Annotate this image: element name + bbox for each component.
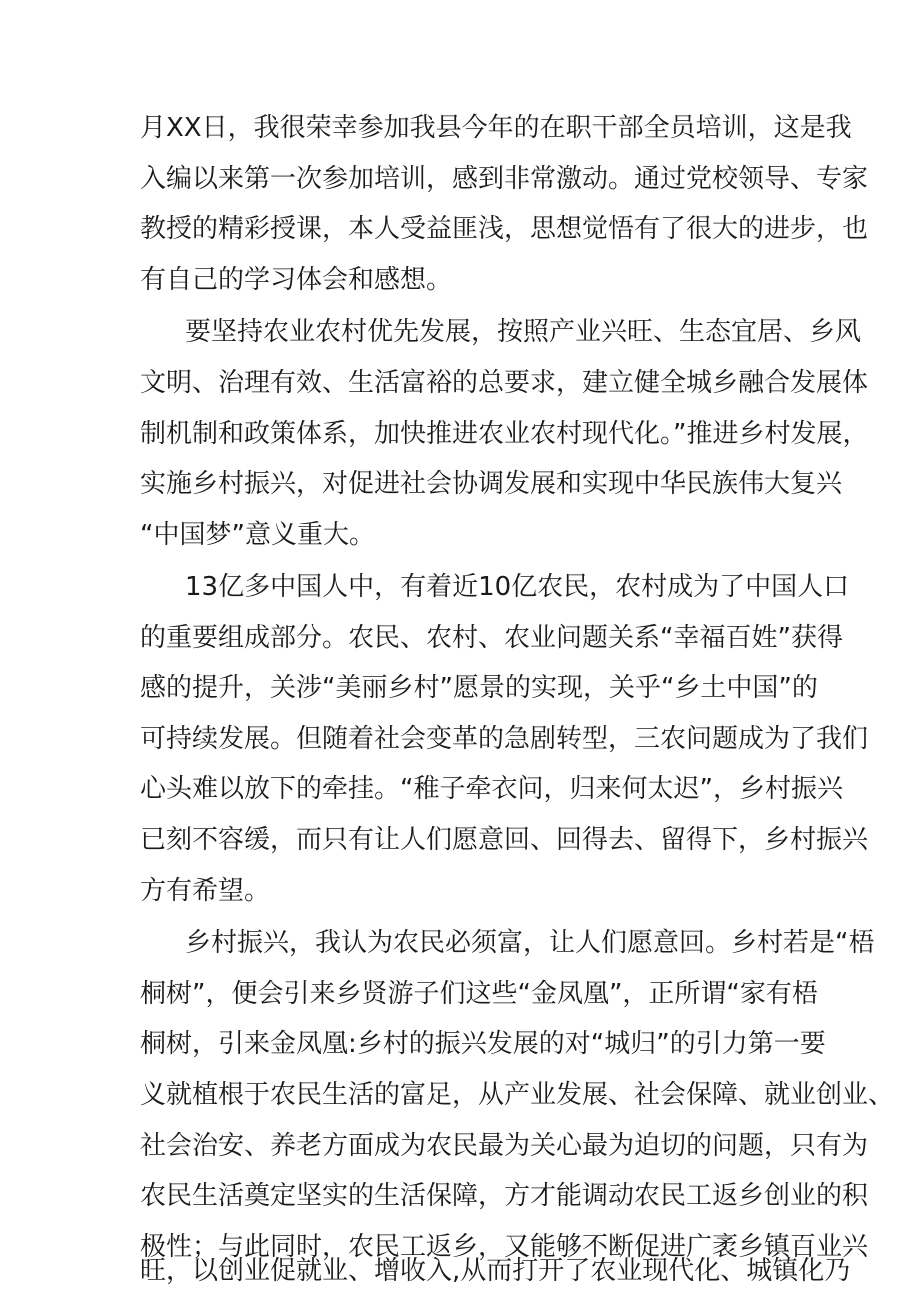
paragraph-4-line-7: 极性；与此同时，农民工返乡，又能够不断促进广袤乡镇百业兴 [140, 1232, 869, 1262]
paragraph-2-line-4: 实施乡村振兴，对促进社会协调发展和实现中华民族伟大复兴 [140, 469, 843, 499]
paragraph-1-line-1: 月XX日，我很荣幸参加我县今年的在职干部全员培训，这是我 [140, 113, 852, 143]
paragraph-4-line-5: 社会治安、养老方面成为农民最为关心最为迫切的问题，只有为 [140, 1131, 869, 1161]
paragraph-4-line-8: 旺，以创业促就业、增收入,从而打开了农业现代化、城镇化乃 [140, 1256, 851, 1286]
paragraph-4-line-6: 农民生活奠定坚实的生活保障，方才能调动农民工返乡创业的积 [140, 1181, 869, 1211]
paragraph-4-line-2: 桐树”，便会引来乡贤游子们这些“金凤凰”，正所谓“家有梧 [140, 979, 818, 1009]
paragraph-4-line-1: 乡村振兴，我认为农民必须富，让人们愿意回。乡村若是“梧 [185, 928, 875, 958]
paragraph-1-line-4: 有自己的学习体会和感想。 [140, 265, 453, 295]
paragraph-3-line-3: 感的提升，关涉“美丽乡村”愿景的实现，关乎“乡土中国”的 [140, 673, 818, 703]
paragraph-1-line-2: 入编以来第一次参加培训，感到非常激动。通过党校领导、专家 [140, 164, 869, 194]
paragraph-2-line-2: 文明、治理有效、生活富裕的总要求，建立健全城乡融合发展体 [140, 368, 869, 398]
paragraph-2-line-3: 制机制和政策体系，加快推进农业农村现代化。”推进乡村发展， [140, 419, 869, 449]
paragraph-3-line-2: 的重要组成部分。农民、农村、农业问题关系“幸福百姓”获得 [140, 623, 843, 653]
paragraph-2-line-1: 要坚持农业农村优先发展，按照产业兴旺、生态宜居、乡风 [185, 317, 862, 347]
paragraph-4-line-4: 义就植根于农民生活的富足，从产业发展、社会保障、就业创业、 [140, 1080, 895, 1110]
paragraph-3-line-5: 心头难以放下的牵挂。“稚子牵衣问，归来何太迟”，乡村振兴 [140, 774, 843, 804]
paragraph-3-line-7: 方有希望。 [140, 876, 271, 906]
paragraph-2-line-5: “中国梦”意义重大。 [140, 520, 375, 550]
paragraph-3-line-4: 可持续发展。但随着社会变革的急剧转型，三农问题成为了我们 [140, 724, 869, 754]
paragraph-3-line-6: 已刻不容缓，而只有让人们愿意回、回得去、留得下，乡村振兴 [140, 825, 869, 855]
paragraph-3-line-1: 13亿多中国人中，有着近10亿农民，农村成为了中国人口 [185, 572, 850, 602]
paragraph-1-line-3: 教授的精彩授课，本人受益匪浅，思想觉悟有了很大的进步，也 [140, 214, 869, 244]
paragraph-4-line-3: 桐树，引来金凤凰:乡村的振兴发展的对“城归”的引力第一要 [140, 1029, 826, 1059]
